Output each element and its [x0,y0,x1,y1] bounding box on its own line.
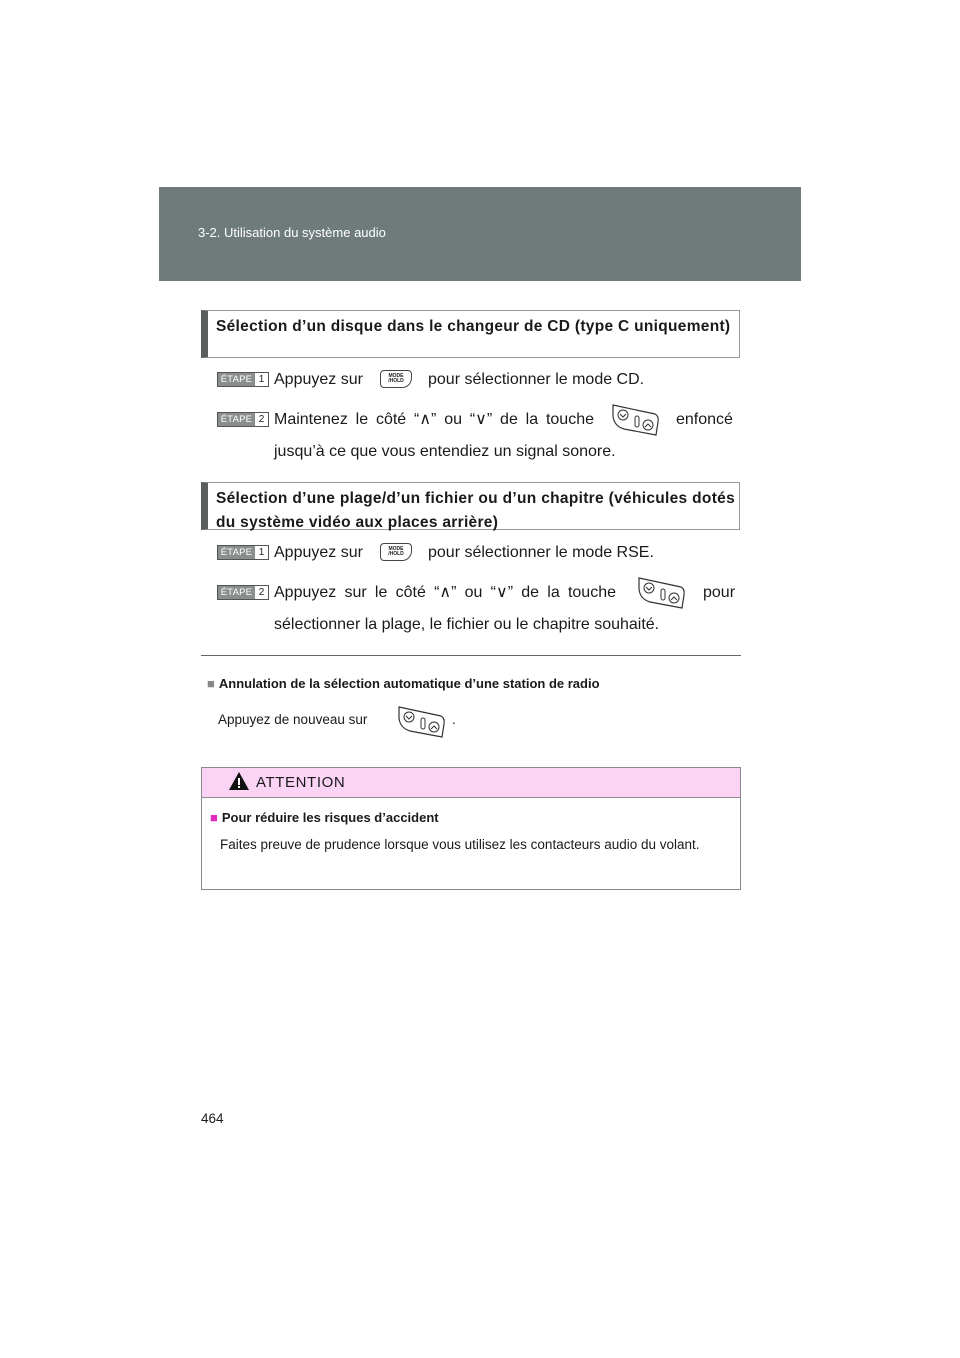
section-title-track-selection: Sélection d’une plage/d’un fichier ou d’un chapitre (véhicules dotés du système vidéo aux places arrière) [201,482,740,530]
hold-label: /HOLD [388,551,404,557]
step-text-line1: Maintenez le côté “∧” ou “∨” de la touche [274,411,594,428]
square-bullet-icon: ■ [210,810,218,825]
step-number: 1 [258,374,265,385]
step-text-after: pour sélectionner le mode CD. [428,371,645,388]
chapter-heading: 3-2. Utilisation du système audio [198,225,386,240]
seek-track-button-icon [610,402,660,438]
note-text-after: . [452,712,456,727]
note-heading [207,676,600,691]
step-label: ÉTAPE [218,413,255,426]
seek-track-button-icon [636,575,686,611]
step-text-after: pour sélectionner le mode RSE. [428,544,654,561]
step-badge [217,545,269,560]
note-title: Annulation de la sélection automatique d’une station de radio [218,676,600,691]
warning-header [202,768,740,798]
step-text-before: Appuyez sur [274,371,363,388]
step-number: 1 [258,547,265,558]
step-label: ÉTAPE [218,586,255,599]
step-text-line1: Appuyez sur le côté “∧” ou “∨” de la touche [274,584,616,601]
section-title-cd-disc: Sélection d’un disque dans le changeur de CD (type C uniquement) [201,310,740,358]
step-badge [217,412,269,427]
step-badge [217,372,269,387]
warning-text: Faites preuve de prudence lorsque vous utilisez les contacteurs audio du volant. [220,837,700,852]
step-text-line2: jusqu’à ce que vous entendiez un signal sonore. [274,443,616,460]
step-badge [217,585,269,600]
step-text-line2: sélectionner la plage, le fichier ou le chapitre souhaité. [274,616,660,633]
square-bullet-icon: ■ [207,676,215,691]
page-number: 464 [201,1111,224,1126]
mode-label: MODE [388,546,404,552]
warning-box [201,767,741,890]
note-text-before: Appuyez de nouveau sur [218,712,368,727]
mode-label: MODE [388,373,404,379]
step-number: 2 [258,414,265,425]
step-label: ÉTAPE [218,546,255,559]
warning-subtitle-text: Pour réduire les risques d’accident [221,810,439,825]
warning-title: ATTENTION [256,774,346,791]
warning-subtitle [210,810,439,825]
step-number: 2 [258,587,265,598]
seek-track-button-icon [396,704,446,740]
hold-label: /HOLD [388,378,404,384]
step-text-line1-end: enfoncé [676,411,733,428]
step-text-line1-end: pour [703,584,736,601]
separator-line [201,655,741,656]
step-label: ÉTAPE [218,373,255,386]
mode-hold-button-icon [380,543,412,561]
warning-triangle-icon [228,771,250,791]
step-text-before: Appuyez sur [274,544,363,561]
mode-hold-button-icon [380,370,412,388]
